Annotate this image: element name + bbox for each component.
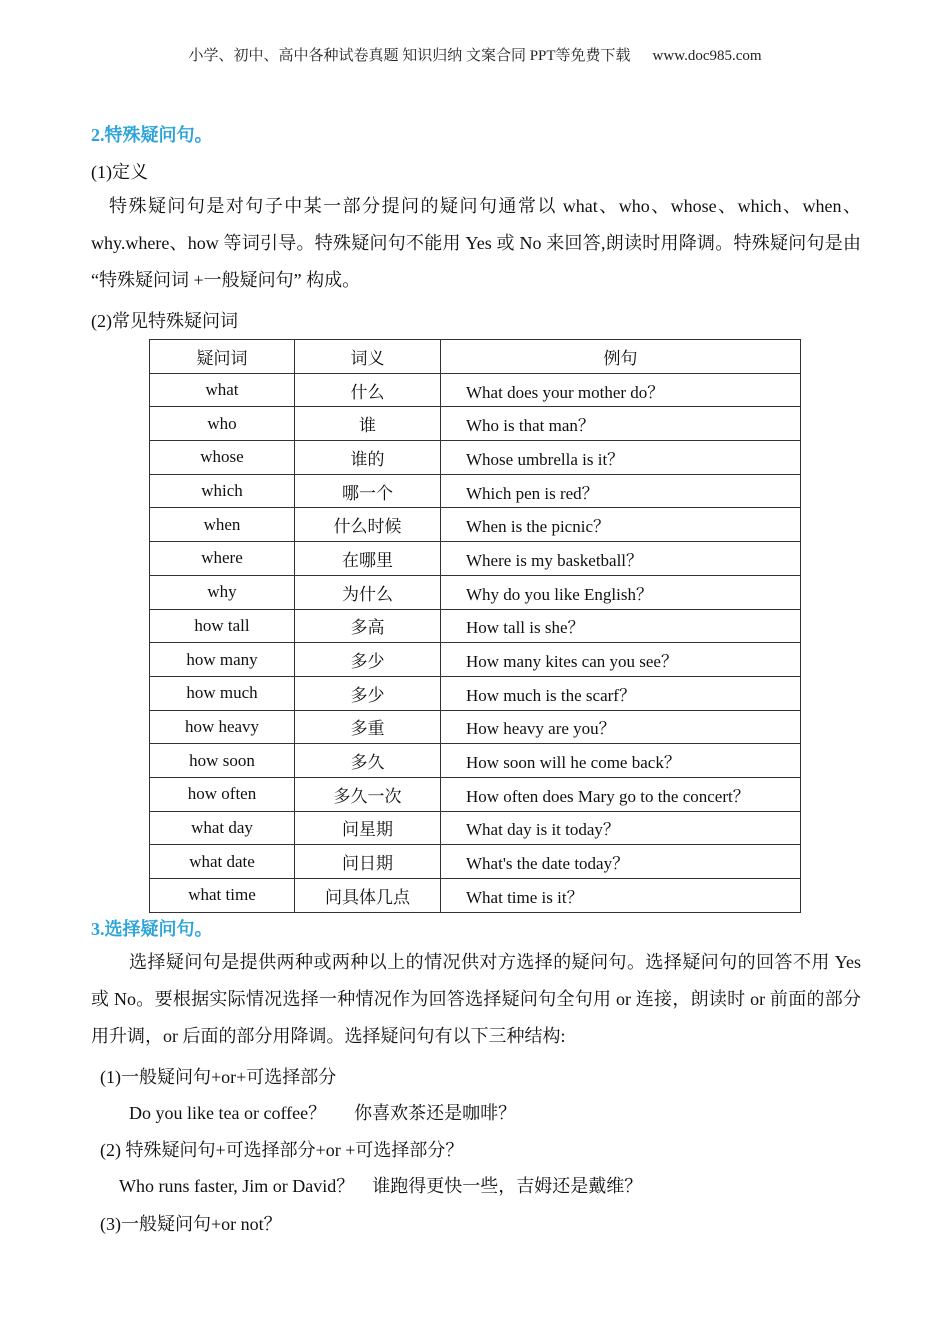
example-cell: How often does Mary go to the concert？ bbox=[441, 777, 801, 811]
example-cell: Why do you like English？ bbox=[441, 575, 801, 609]
meaning-cell: 谁的 bbox=[295, 441, 441, 475]
header-site-link[interactable]: www.doc985.com bbox=[652, 48, 762, 64]
page-header bbox=[0, 44, 950, 65]
meaning-cell: 多久 bbox=[295, 744, 441, 778]
example-cell: What time is it？ bbox=[441, 879, 801, 913]
example-cell: How many kites can you see？ bbox=[441, 643, 801, 677]
table-row bbox=[150, 744, 801, 778]
meaning-cell: 什么时候 bbox=[295, 508, 441, 542]
example-cell: Where is my basketball？ bbox=[441, 542, 801, 576]
table-row bbox=[150, 879, 801, 913]
section2-title: 2.特殊疑问句。 bbox=[91, 125, 213, 145]
meaning-cell: 为什么 bbox=[295, 575, 441, 609]
question-word-table bbox=[149, 339, 801, 913]
word-cell: why bbox=[150, 575, 295, 609]
word-cell: what date bbox=[150, 845, 295, 879]
meaning-cell: 问日期 bbox=[295, 845, 441, 879]
word-cell: how tall bbox=[150, 609, 295, 643]
table-row bbox=[150, 676, 801, 710]
example-cell: Who is that man？ bbox=[441, 407, 801, 441]
meaning-cell: 什么 bbox=[295, 373, 441, 407]
structure-2-example bbox=[119, 1172, 642, 1198]
word-cell: how much bbox=[150, 676, 295, 710]
table-row bbox=[150, 373, 801, 407]
structure-1-translation: 你喜欢茶还是咖啡？ bbox=[354, 1103, 517, 1123]
choice-question-intro: 选择疑问句是提供两种或两种以上的情况供对方选择的疑问句。选择疑问句的回答不用 Yes 或 No。要根据实际情况选择一种情况作为回答选择疑问句全句用 or 连接，朗读时 or 前面的部分用升调，or 后面的部分用降调。选择疑问句有以下三种结构: bbox=[91, 952, 861, 1046]
meaning-cell: 多少 bbox=[295, 676, 441, 710]
table-row bbox=[150, 609, 801, 643]
table-row bbox=[150, 643, 801, 677]
meaning-cell: 问具体几点 bbox=[295, 879, 441, 913]
word-cell: how often bbox=[150, 777, 295, 811]
word-cell: how soon bbox=[150, 744, 295, 778]
meaning-cell: 多重 bbox=[295, 710, 441, 744]
table-row bbox=[150, 407, 801, 441]
structure-1-sentence: Do you like tea or coffee？ bbox=[129, 1103, 327, 1123]
example-cell: When is the picnic？ bbox=[441, 508, 801, 542]
example-cell: How tall is she？ bbox=[441, 609, 801, 643]
meaning-cell: 哪一个 bbox=[295, 474, 441, 508]
table-header-row bbox=[150, 340, 801, 374]
header-text: 小学、初中、高中各种试卷真题 知识归纳 文案合同 PPT等免费下载 bbox=[188, 48, 631, 64]
table-row bbox=[150, 811, 801, 845]
table-row bbox=[150, 542, 801, 576]
meaning-cell: 多久一次 bbox=[295, 777, 441, 811]
header-word: 疑问词 bbox=[150, 340, 295, 374]
meaning-cell: 多少 bbox=[295, 643, 441, 677]
meaning-cell: 谁 bbox=[295, 407, 441, 441]
word-cell: how heavy bbox=[150, 710, 295, 744]
word-cell: what day bbox=[150, 811, 295, 845]
example-cell: What day is it today？ bbox=[441, 811, 801, 845]
structure-2-sentence: Who runs faster, Jim or David？ bbox=[119, 1176, 355, 1196]
word-cell: which bbox=[150, 474, 295, 508]
table-row bbox=[150, 474, 801, 508]
header-meaning: 词义 bbox=[295, 340, 441, 374]
word-cell: where bbox=[150, 542, 295, 576]
example-cell: Whose umbrella is it？ bbox=[441, 441, 801, 475]
meaning-cell: 问星期 bbox=[295, 811, 441, 845]
word-cell: what bbox=[150, 373, 295, 407]
meaning-cell: 在哪里 bbox=[295, 542, 441, 576]
section3-title: 3.选择疑问句。 bbox=[91, 919, 213, 939]
common-words-label: (2)常见特殊疑问词 bbox=[91, 311, 238, 331]
word-cell: whose bbox=[150, 441, 295, 475]
word-cell: how many bbox=[150, 643, 295, 677]
table-row bbox=[150, 441, 801, 475]
table-row bbox=[150, 777, 801, 811]
structure-1-example bbox=[129, 1099, 516, 1125]
example-cell: Which pen is red？ bbox=[441, 474, 801, 508]
table-row bbox=[150, 508, 801, 542]
example-cell: How heavy are you？ bbox=[441, 710, 801, 744]
structure-3-label: (3)一般疑问句+or not？ bbox=[100, 1214, 282, 1234]
table-row bbox=[150, 710, 801, 744]
definition-text: 特殊疑问句是对句子中某一部分提问的疑问句通常以 what、who、whose、which、when、why.where、how 等词引导。特殊疑问句不能用 Yes 或 No 来回答,朗读时用降调。特殊疑问句是由 “特殊疑问词 +一般疑问句” 构成。 bbox=[91, 196, 861, 290]
definition-label: (1)定义 bbox=[91, 162, 148, 182]
word-cell: who bbox=[150, 407, 295, 441]
header-example: 例句 bbox=[441, 340, 801, 374]
example-cell: What's the date today？ bbox=[441, 845, 801, 879]
word-cell: when bbox=[150, 508, 295, 542]
meaning-cell: 多高 bbox=[295, 609, 441, 643]
structure-2-translation: 谁跑得更快一些，吉姆还是戴维？ bbox=[372, 1176, 643, 1196]
structure-1-label: (1)一般疑问句+or+可选择部分 bbox=[100, 1067, 337, 1087]
table-row bbox=[150, 575, 801, 609]
example-cell: How soon will he come back？ bbox=[441, 744, 801, 778]
table-row bbox=[150, 845, 801, 879]
word-cell: what time bbox=[150, 879, 295, 913]
structure-2-label: (2) 特殊疑问句+可选择部分+or +可选择部分？ bbox=[100, 1140, 464, 1160]
example-cell: How much is the scarf？ bbox=[441, 676, 801, 710]
example-cell: What does your mother do？ bbox=[441, 373, 801, 407]
